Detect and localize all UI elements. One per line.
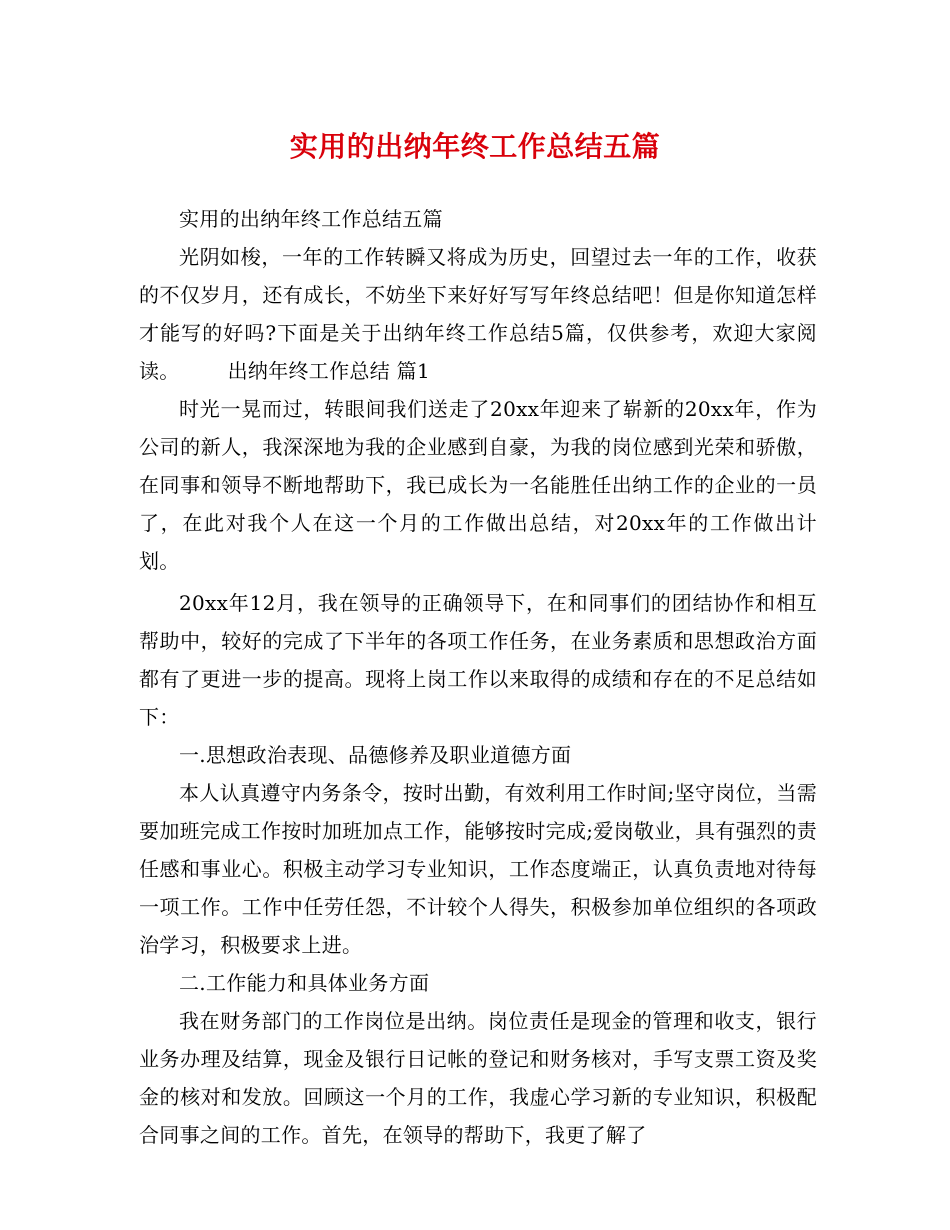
- paragraph-1: 时光一晃而过，转眼间我们送走了20xx年迎来了崭新的20xx年，作为公司的新人，我深深地为我的企业感到自豪，为我的岗位感到光荣和骄傲，在同事和领导不断地帮助下，我已成长为一名能胜任出纳工作的企业的一员了，在此对我个人在这一个月的工作做出总结，对20xx年的工作做出计划。: [139, 397, 817, 573]
- paragraph-4: 我在财务部门的工作岗位是出纳。岗位责任是现金的管理和收支，银行业务办理及结算，现金及银行日记帐的登记和财务核对，手写支票工资及奖金的核对和发放。回顾这一个月的工作，我虚心学习新的专业知识，积极配合同事之间的工作。首先，在领导的帮助下，我更了解了: [139, 1009, 817, 1147]
- section-heading-2: 二.工作能力和具体业务方面: [179, 971, 430, 995]
- section-heading-1: 一.思想政治表现、品德修养及职业道德方面: [179, 743, 572, 767]
- document-body: [139, 200, 817, 1154]
- paragraph-2: 20xx年12月，我在领导的正确领导下，在和同事们的团结协作和相互帮助中，较好的完成了下半年的各项工作任务，在业务素质和思想政治方面都有了更进一步的提高。现将上岗工作以来取得的成绩和存在的不足总结如下：: [139, 591, 817, 729]
- document-title: 实用的出纳年终工作总结五篇: [289, 130, 661, 163]
- intro-text: 光阴如梭，一年的工作转瞬又将成为历史，回望过去一年的工作，收获的不仅岁月，还有成长，不妨坐下来好好写写年终总结吧！但是你知道怎样才能写的好吗?下面是关于出纳年终工作总结5篇，仅供参考，欢迎大家阅读。: [139, 245, 817, 383]
- piece-label: 出纳年终工作总结 篇1: [227, 359, 430, 383]
- paragraph-3: 本人认真遵守内务条令，按时出勤，有效利用工作时间;坚守岗位，当需要加班完成工作按时加班加点工作，能够按时完成;爱岗敬业，具有强烈的责任感和事业心。积极主动学习专业知识，工作态度端正，认真负责地对待每一项工作。工作中任劳任怨，不计较个人得失，积极参加单位组织的各项政治学习，积极要求上进。: [139, 781, 817, 957]
- intro-paragraph: [139, 238, 817, 390]
- subtitle-paragraph: 实用的出纳年终工作总结五篇: [179, 207, 443, 231]
